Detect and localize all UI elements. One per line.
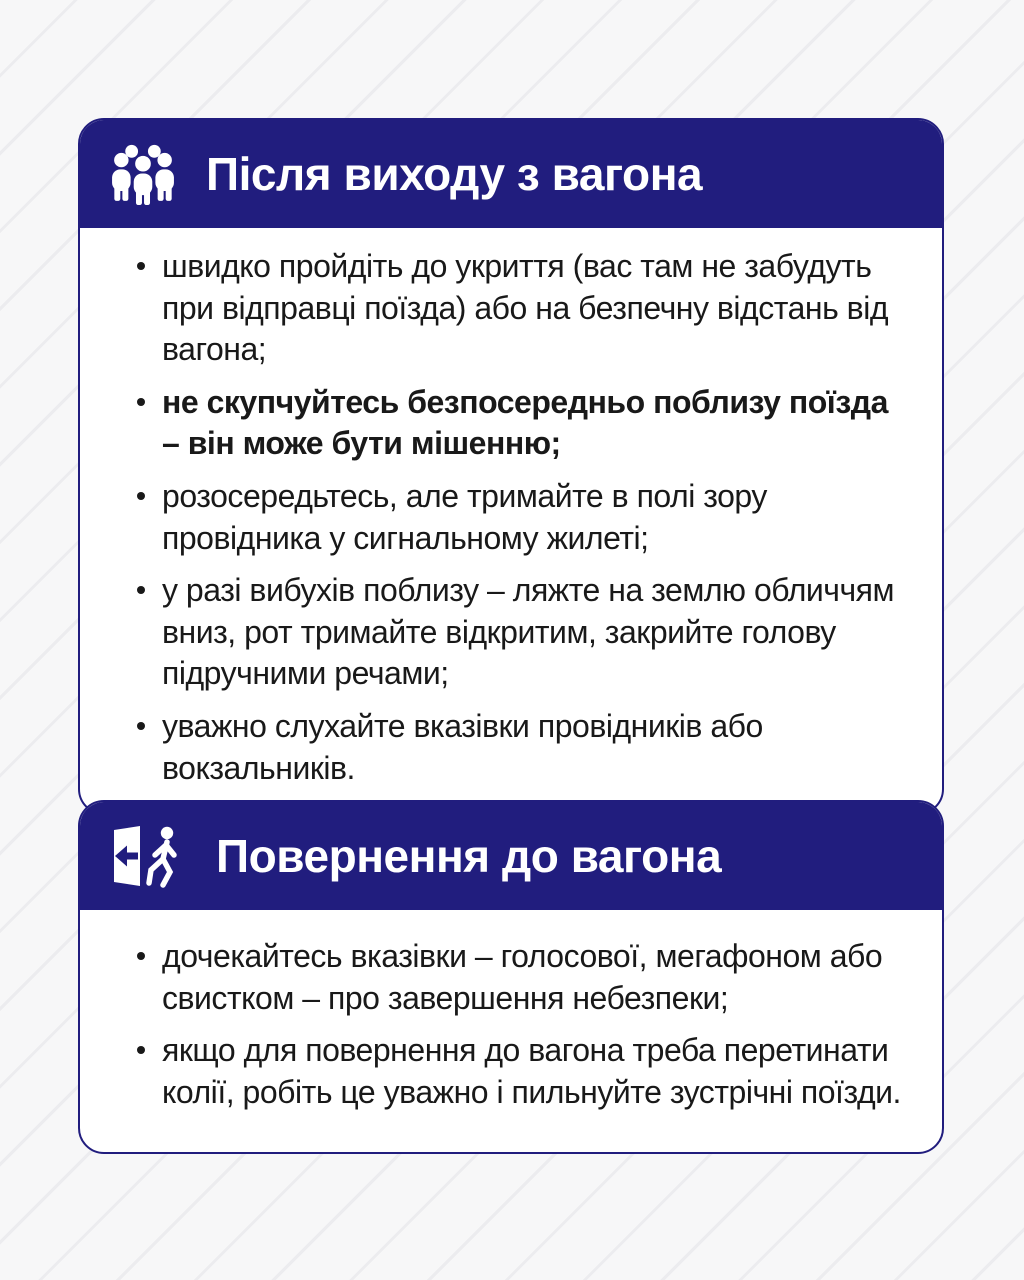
bullet-text: не скупчуйтесь безпосередньо поблизу поїзда – він може бути мішенню;: [162, 383, 888, 462]
bullet-text: у разі вибухів поблизу – ляжте на землю обличчям вниз, рот тримайте відкритим, закрийте голову підручними речами;: [162, 572, 895, 692]
crowd-icon: [110, 143, 176, 205]
bullet-text: уважно слухайте вказівки провідників або вокзальників.: [162, 707, 763, 786]
bullet-item: [130, 706, 906, 789]
bullet-list-return: [130, 936, 906, 1113]
bullet-text: швидко пройдіть до укриття (вас там не забудуть при відправці поїзда) або на безпечну відстань від вагона;: [162, 248, 889, 368]
bullet-text: дочекайтесь вказівки – голосової, мегафоном або свистком – про завершення небезпеки;: [162, 938, 883, 1016]
bullet-dot: [137, 262, 145, 270]
bullet-dot: [137, 952, 145, 960]
bullet-item: [130, 570, 906, 695]
card-title-after-exit: Після виходу з вагона: [206, 148, 703, 200]
bullet-item: [130, 246, 906, 371]
bullet-item: [130, 382, 906, 465]
bullet-item: [130, 1030, 906, 1113]
bullet-list-after-exit: [130, 246, 906, 789]
bullet-dot: [137, 492, 145, 500]
bullet-dot: [137, 722, 145, 730]
bullet-dot: [137, 1046, 145, 1054]
bullet-dot: [137, 398, 145, 406]
bullet-text: розосередьтесь, але тримайте в полі зору провідника у сигнальному жилеті;: [162, 477, 767, 556]
bullet-text: якщо для повернення до вагона треба перетинати колії, робіть це уважно і пильнуйте зустрічні поїзди.: [162, 1032, 901, 1110]
card-after-exit-wagon: [78, 118, 944, 815]
card-return-body: [80, 910, 942, 1137]
card-return-header: [80, 802, 942, 910]
bullet-dot: [137, 586, 145, 594]
card-title-return: Повернення до вагона: [216, 830, 722, 882]
exit-door-icon: [110, 824, 186, 888]
card-after-exit-body: [80, 228, 942, 813]
card-after-exit-header: [80, 120, 942, 228]
card-return-to-wagon: [78, 800, 944, 1154]
bullet-item: [130, 936, 906, 1019]
bullet-item: [130, 476, 906, 559]
